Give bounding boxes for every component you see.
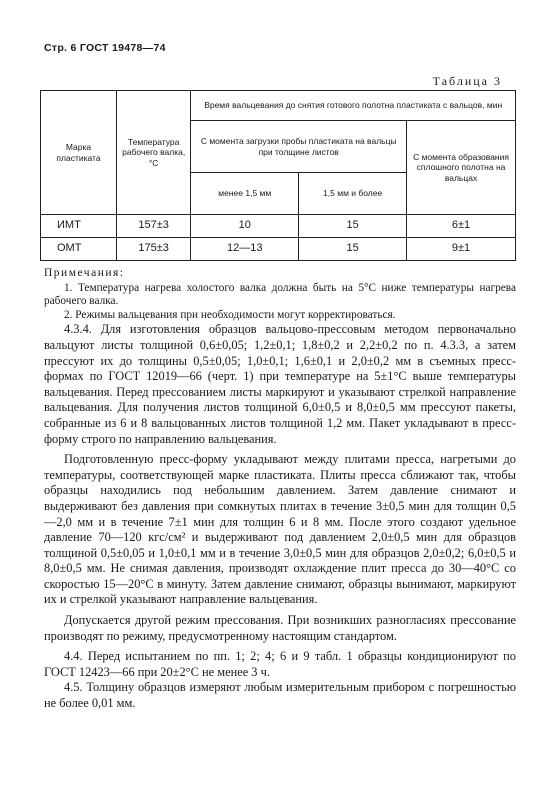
table-row	[41, 238, 516, 261]
cell-film: 9±1	[407, 238, 516, 261]
page-header: Стр. 6 ГОСТ 19478—74	[44, 42, 166, 54]
col-thick-header: 1,5 мм и более	[299, 173, 407, 215]
paragraph-4-3-4: 4.3.4. Для изготовления образцов вальцово-прессовым методом первоначально вальцуют листы толщиной 0,6±0,05; 1,2±0,1; 1,8±0,2 и 2,2±0,2 по п. 4.3.3, а затем прессуют их до толщины 0,5±0,05; 1,0±0,1; 1,6±0,1 и 2,0±0,2 мм в съемных пресс-формах по ГОСТ 12019—66 (черт. 1) при температуре на 5±1°С выше температуры вальцевания. Перед прессованием листы маркируют и указывают стрелкой направление вальцевания. Для получения листов толщиной 6,0±0,5 и 8,0±0,5 мм прессуют пакеты, собранные из 6 и 8 вальцованных листов толщиной 1,2 мм. Пакет укладывают в пресс-форму строго по направлению вальцевания.	[44, 322, 516, 446]
cell-brand: ОМТ	[41, 238, 117, 261]
cell-thin: 10	[191, 215, 299, 238]
note-1: 1. Температура нагрева холостого валка должна быть на 5°С ниже температуры нагрева рабочего валка.	[44, 281, 516, 308]
cell-brand: ИМТ	[41, 215, 117, 238]
cell-thin: 12—13	[191, 238, 299, 261]
paragraph-4-4: 4.4. Перед испытанием по пп. 1; 2; 4; 6 и 9 табл. 1 образцы кондиционируют по ГОСТ 12423—66 при 20±2°С не менее 3 ч.	[44, 649, 516, 679]
table-row	[41, 215, 516, 238]
paragraph-press-procedure: Подготовленную пресс-форму укладывают между плитами пресса, нагретыми до температуры, соответствующей марке пластиката. Плиты пресса сближают так, чтобы образцы находились под небольшим давлением. Затем давление снимают и выдерживают без давления при сомкнутых плитах в течение 3±0,5 мин для толщин 0,5—2,0 мм и в течение 7±1 мин для толщин 6 и 8 мм. После этого создают удельное давление 70—120 кгс/см² и выдерживают под давлением 2,0±0,5 мин для образцов толщиной 0,5±0,05 и 1,0±0,1 мм и в течение 3,0±0,5 мин для образцов 2,0±0,2; 6,0±0,5 и 8,0±0,5 мм. Не снимая давления, производят охлаждение плит пресса до 30—40°С со скоростью 15—20°С в минуту. Затем давление снимают, образцы вынимают, маркируют их и стрелкой указывают направление вальцевания.	[44, 452, 516, 607]
notes-title: Примечания:	[44, 267, 125, 279]
col-from-loading-header: С момента загрузки пробы пластиката на вальцы при толщине листов	[191, 121, 407, 173]
col-temp-header: Температура рабочего валка, °С	[116, 91, 190, 215]
col-time-group-header: Время вальцевания до снятия готового полотна пластиката с вальцов, мин	[191, 91, 516, 121]
paragraph-other-mode: Допускается другой режим прессования. При возникших разногласиях прессование производят по режиму, предусмотренному настоящим стандартом.	[44, 613, 516, 643]
col-from-film-header: С момента образования сплошного полотна на вальцах	[407, 121, 516, 215]
cell-film: 6±1	[407, 215, 516, 238]
cell-temp: 157±3	[116, 215, 190, 238]
cell-thick: 15	[299, 215, 407, 238]
table-caption: Таблица 3	[432, 74, 502, 88]
table-3	[40, 90, 516, 261]
cell-thick: 15	[299, 238, 407, 261]
note-2: 2. Режимы вальцевания при необходимости могут корректироваться.	[64, 308, 396, 321]
paragraph-4-5: 4.5. Толщину образцов измеряют любым измерительным прибором с погрешностью не более 0,01 мм.	[44, 680, 516, 711]
cell-temp: 175±3	[116, 238, 190, 261]
body-text	[44, 266, 516, 712]
col-thin-header: менее 1,5 мм	[191, 173, 299, 215]
col-brand-header: Марка пластиката	[41, 91, 117, 215]
